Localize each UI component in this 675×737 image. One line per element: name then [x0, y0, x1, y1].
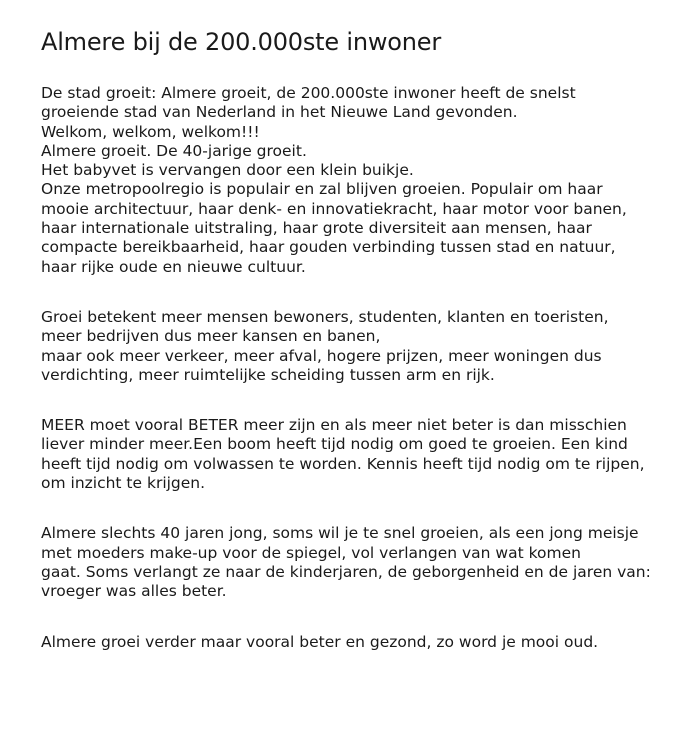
- paragraph-line: De stad groeit: Almere groeit, de 200.000ste inwoner heeft de snelst: [41, 84, 576, 102]
- paragraph-line: liever minder meer.Een boom heeft tijd nodig om goed te groeien. Een kind: [41, 435, 628, 454]
- paragraph-line: haar internationale uitstraling, haar grote diversiteit aan mensen, haar: [41, 219, 592, 238]
- paragraph-line: Groei betekent meer mensen bewoners, studenten, klanten en toeristen,: [41, 307, 609, 326]
- paragraph-line: heeft tijd nodig om volwassen te worden. Kennis heeft tijd nodig om te rijpen,: [41, 454, 645, 473]
- paragraph-line: vroeger was alles beter.: [41, 582, 227, 601]
- paragraph-line: haar rijke oude en nieuwe cultuur.: [41, 257, 306, 276]
- paragraph-line: Almere groeit. De 40-jarige groeit.: [41, 141, 307, 160]
- paragraph-line: gaat. Soms verlangt ze naar de kinderjaren, de geborgenheid en de jaren van:: [41, 562, 651, 581]
- paragraph-5: [41, 633, 655, 652]
- paragraph-line: MEER moet vooral BETER meer zijn en als meer niet beter is dan misschien: [41, 416, 627, 435]
- paragraph-line: om inzicht te krijgen.: [41, 474, 206, 493]
- paragraph-line: Welkom, welkom, welkom!!!: [41, 122, 260, 141]
- paragraph-line: Almere groei verder maar vooral beter en gezond, zo word je mooi oud.: [41, 632, 599, 651]
- paragraph-line: meer bedrijven dus meer kansen en banen,: [41, 327, 381, 346]
- article-title: Almere bij de 200.000ste inwoner: [41, 28, 441, 56]
- paragraph-line: mooie architectuur, haar denk- en innovatiekracht, haar motor voor banen,: [41, 199, 627, 218]
- paragraph-line: maar ook meer verkeer, meer afval, hogere prijzen, meer woningen dus: [41, 346, 602, 365]
- paragraph-line: groeiende stad van Nederland in het Nieuwe Land gevonden.: [41, 103, 518, 122]
- paragraph-line: Almere slechts 40 jaren jong, soms wil je te snel groeien, als een jong meisje: [41, 524, 639, 543]
- paragraph-4: [41, 524, 655, 601]
- paragraph-line: verdichting, meer ruimtelijke scheiding tussen arm en rijk.: [41, 365, 495, 384]
- paragraph-3: [41, 416, 655, 493]
- paragraph-1: [41, 84, 655, 277]
- paragraph-line: Onze metropoolregio is populair en zal blijven groeien. Populair om haar: [41, 180, 603, 199]
- paragraph-line: met moeders make-up voor de spiegel, vol verlangen van wat komen: [41, 543, 581, 562]
- paragraph-line: Het babyvet is vervangen door een klein buikje.: [41, 161, 414, 180]
- paragraph-line: compacte bereikbaarheid, haar gouden verbinding tussen stad en natuur,: [41, 238, 616, 257]
- paragraph-2: [41, 308, 655, 385]
